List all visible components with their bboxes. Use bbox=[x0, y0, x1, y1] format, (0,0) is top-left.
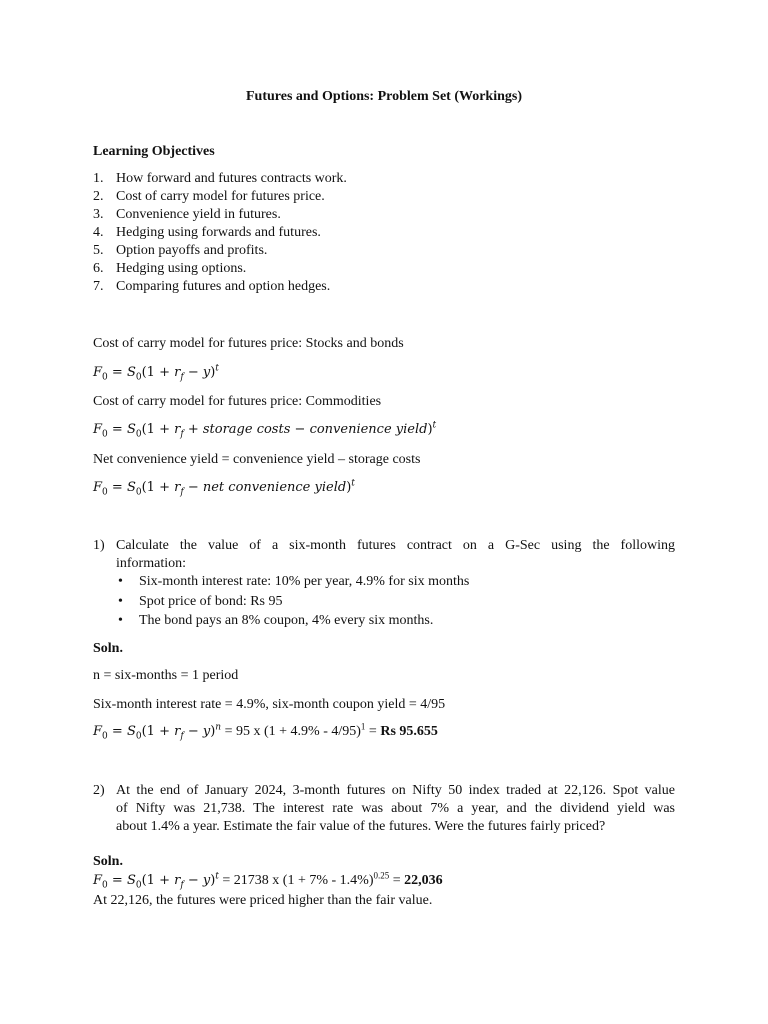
stocks-model-label: Cost of carry model for futures price: Stocks and bonds bbox=[93, 336, 404, 351]
question-1-bullets bbox=[116, 573, 469, 632]
solution-line: n = six-months = 1 period bbox=[93, 668, 239, 683]
objectives-list bbox=[93, 170, 347, 296]
document-page bbox=[93, 0, 675, 1024]
solution-calculation: $F_0 = S_0(1 + r_f - y)^n = 95$ x $(1 + 4.9\% - 4/95)^1 = Rs$ 95.655 bbox=[93, 721, 438, 742]
net-yield-formula: $F_0 = S_0(1 + r_f$ − net convenience yield)$^t$ bbox=[93, 478, 355, 498]
stocks-formula: $F_0 = S_0(1 + r_f - y)^t$ bbox=[93, 363, 219, 383]
question-2-text: At the end of January 2024, 3-month futures on Nifty 50 index traded at 22,126. Spot value of Nifty was 21,738. The interest rate was about 7% a year, and the dividend yield was about 1.4% a year. Estimate the fair value of the futures. Were the futures fairly priced? bbox=[116, 783, 675, 834]
commodities-formula: $F_0 = S_0(1 + r_f$ + storage costs − convenience yield)$^t$ bbox=[93, 420, 437, 440]
solution-calculation: $F_0 = S_0(1 + r_f - y)^t = 21738$ x $(1 + 7\% - 1.4\%)^{0.25} = 22,036$ bbox=[93, 870, 443, 891]
objectives-heading: Learning Objectives bbox=[93, 144, 215, 159]
list-item: 3. Convenience yield in futures. bbox=[93, 207, 281, 222]
solution-line: Six-month interest rate = 4.9%, six-month coupon yield = 4/95 bbox=[93, 697, 446, 712]
net-yield-definition: Net convenience yield = convenience yield – storage costs bbox=[93, 452, 421, 467]
list-item: 4. Hedging using forwards and futures. bbox=[93, 225, 321, 240]
solution-result: 22,036 bbox=[404, 873, 443, 888]
list-item: • Spot price of bond: Rs 95 bbox=[118, 593, 283, 609]
commodities-model-label: Cost of carry model for futures price: Commodities bbox=[93, 394, 382, 409]
list-item: • The bond pays an 8% coupon, 4% every six months. bbox=[118, 613, 434, 628]
question-number: 2) bbox=[93, 783, 105, 798]
list-item: 5. Option payoffs and profits. bbox=[93, 243, 268, 258]
list-item: 2. Cost of carry model for futures price. bbox=[93, 189, 325, 204]
list-item: • Six-month interest rate: 10% per year, 4.9% for six months bbox=[118, 574, 470, 589]
document-title: Futures and Options: Problem Set (Workings) bbox=[245, 89, 522, 104]
list-item: 7. Comparing futures and option hedges. bbox=[93, 279, 331, 294]
list-item: 1. How forward and futures contracts work. bbox=[93, 171, 347, 186]
solution-label: Soln. bbox=[93, 854, 123, 869]
solution-result: Rs 95.655 bbox=[380, 724, 438, 739]
list-item: 6. Hedging using options. bbox=[93, 261, 247, 276]
question-1-text: Calculate the value of a six-month futures contract on a G-Sec using the following information: bbox=[116, 538, 675, 571]
solution-conclusion: At 22,126, the futures were priced higher than the fair value. bbox=[93, 893, 433, 908]
solution-label: Soln. bbox=[93, 641, 123, 656]
question-number: 1) bbox=[93, 538, 105, 553]
